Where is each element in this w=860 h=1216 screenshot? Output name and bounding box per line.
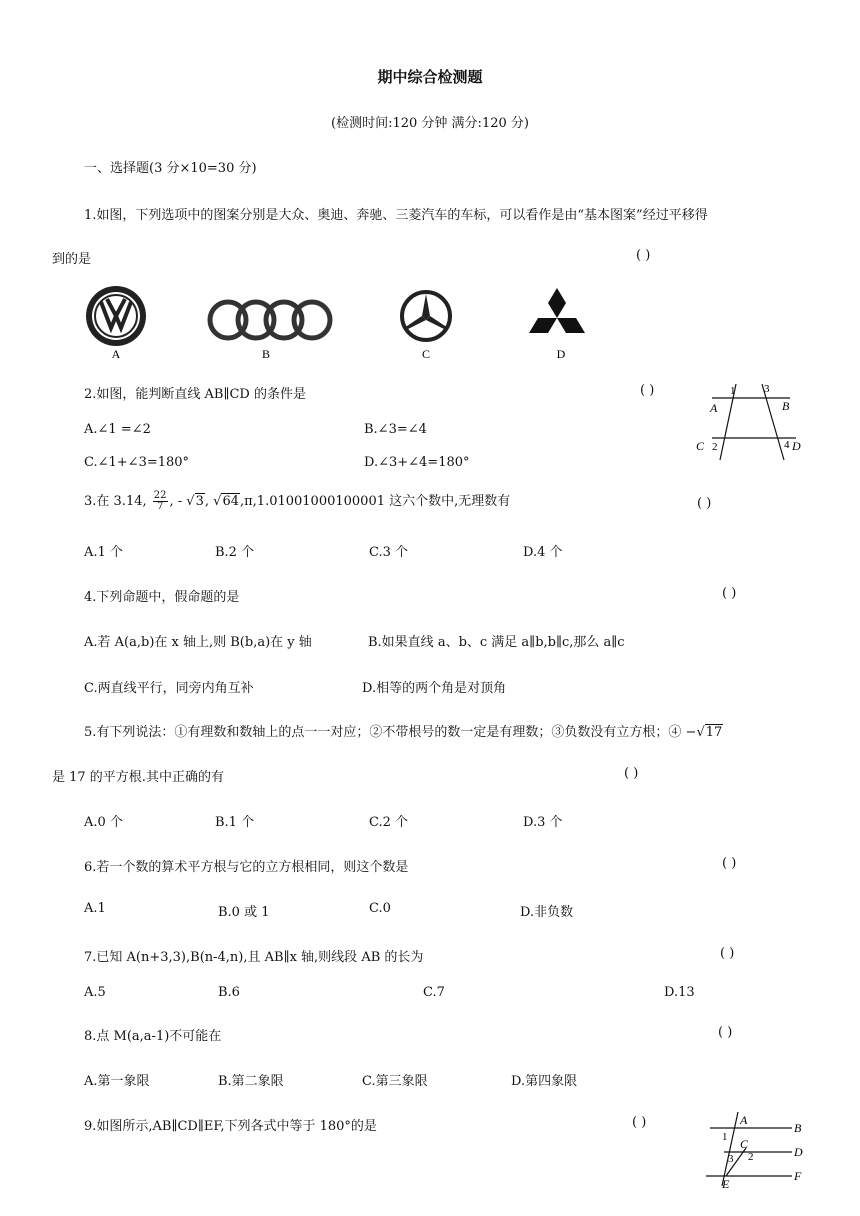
q5-option-b: B.1 个 (215, 815, 255, 830)
point-label: A (740, 1113, 748, 1127)
angle-label: 3 (764, 383, 770, 395)
q5-stem-text: 5.有下列说法：①有理数和数轴上的点一一对应；②不带根号的数一定是有理数；③负数没有立方根；④ − (84, 725, 697, 740)
angle-label: 2 (748, 1151, 754, 1163)
q2-stem: 2.如图，能判断直线 AB∥CD 的条件是 (84, 387, 306, 402)
q3-stem: 3.在 3.14, $\frac{22}{7}$ , - √3, √64,π,1.01001000100001 这六个数中,无理数有 (84, 490, 511, 512)
q3-stem-prefix: 3.在 3.14, (84, 494, 147, 509)
q4-option-a: A.若 A(a,b)在 x 轴上,则 B(b,a)在 y 轴 (84, 635, 312, 650)
answer-paren: ( ) (718, 1025, 733, 1040)
sqrt-radicand: 17 (705, 725, 723, 740)
option-label-d: D (556, 347, 566, 361)
q4-stem: 4.下列命题中，假命题的是 (84, 590, 240, 605)
volkswagen-logo-icon (86, 286, 146, 346)
point-label: C (740, 1137, 749, 1151)
q2-option-d: D.∠3+∠4=180° (364, 455, 470, 470)
q6-option-a: A.1 (84, 901, 106, 916)
q4-option-d: D.相等的两个角是对顶角 (362, 681, 507, 696)
q5-option-a: A.0 个 (84, 815, 123, 830)
option-label-b: B (261, 347, 271, 361)
q5-option-d: D.3 个 (523, 815, 563, 830)
q8-option-d: D.第四象限 (511, 1074, 578, 1089)
q6-option-c: C.0 (369, 901, 391, 916)
answer-paren: ( ) (632, 1115, 647, 1130)
q7-option-a: A.5 (84, 985, 106, 1000)
q7-option-c: C.7 (423, 985, 445, 1000)
q5-stem-line2: 是 17 的平方根.其中正确的有 (52, 770, 224, 785)
q2-option-a: A.∠1 =∠2 (84, 422, 151, 437)
answer-paren: ( ) (722, 856, 737, 871)
audi-logo-icon (210, 302, 330, 338)
q2-option-b: B.∠3=∠4 (364, 422, 427, 437)
point-label: F (794, 1169, 802, 1183)
point-label: B (782, 399, 790, 413)
q1-stem-line1: 1.如图，下列选项中的图案分别是大众、奥迪、奔驰、三菱汽车的车标，可以看作是由“基本图案”经过平移得 (84, 208, 708, 223)
q6-stem: 6.若一个数的算术平方根与它的立方根相同，则这个数是 (84, 860, 409, 875)
q2-figure (690, 378, 810, 464)
q3-option-a: A.1 个 (84, 545, 123, 560)
q8-option-a: A.第一象限 (84, 1074, 150, 1089)
point-label: D (792, 439, 801, 453)
q7-option-b: B.6 (218, 985, 240, 1000)
angle-label: 1 (722, 1131, 728, 1143)
q4-option-b: B.如果直线 a、b、c 满足 a∥b,b∥c,那么 a∥c (368, 635, 625, 650)
point-label: E (722, 1177, 730, 1190)
q9-figure (700, 1108, 810, 1190)
q4-option-c: C.两直线平行，同旁内角互补 (84, 681, 254, 696)
q8-stem: 8.点 M(a,a-1)不可能在 (84, 1029, 222, 1044)
q5-option-c: C.2 个 (369, 815, 409, 830)
q3-text: , (204, 494, 210, 509)
angle-label: 3 (728, 1153, 734, 1165)
q1-figure (60, 282, 620, 362)
answer-paren: ( ) (640, 383, 655, 398)
q7-option-d: D.13 (664, 985, 695, 1000)
section-heading: 一、选择题(3 分×10=30 分) (84, 161, 257, 176)
point-label: A (710, 401, 718, 415)
fraction-22-7 (153, 491, 168, 512)
option-label-c: C (421, 347, 431, 361)
option-label-a: A (111, 347, 121, 361)
q3-option-b: B.2 个 (215, 545, 255, 560)
q6-option-d: D.非负数 (520, 905, 574, 920)
q3-stem-suffix: ,π,1.01001000100001 这六个数中,无理数有 (239, 494, 511, 509)
answer-paren: ( ) (722, 586, 737, 601)
q3-text: , - (169, 494, 183, 509)
q6-option-b: B.0 或 1 (218, 905, 270, 920)
answer-paren: ( ) (720, 946, 735, 961)
q3-option-c: C.3 个 (369, 545, 409, 560)
answer-paren: ( ) (636, 248, 651, 263)
page-title: 期中综合检测题 (377, 68, 483, 86)
q9-stem: 9.如图所示,AB∥CD∥EF,下列各式中等于 180°的是 (84, 1119, 377, 1134)
point-label: D (794, 1145, 803, 1159)
q5-stem-line1: 5.有下列说法：①有理数和数轴上的点一一对应；②不带根号的数一定是有理数；③负数没有立方根；④ −√17 (84, 725, 723, 740)
q8-option-b: B.第二象限 (218, 1074, 284, 1089)
q3-option-d: D.4 个 (523, 545, 563, 560)
exam-info: (检测时间:120 分钟 满分:120 分) (331, 116, 529, 131)
q8-option-c: C.第三象限 (362, 1074, 428, 1089)
answer-paren: ( ) (697, 496, 712, 511)
q2-option-c: C.∠1+∠3=180° (84, 455, 190, 470)
sqrt-radicand: 64 (222, 494, 239, 509)
q1-stem-line2: 到的是 (52, 252, 92, 267)
fraction-denominator: 7 (156, 501, 164, 512)
point-label: C (696, 439, 705, 453)
angle-label: 4 (784, 439, 790, 451)
answer-paren: ( ) (624, 766, 639, 781)
sqrt-radicand: 3 (195, 494, 204, 509)
mitsubishi-logo-icon (529, 288, 585, 333)
q7-stem: 7.已知 A(n+3,3),B(n-4,n),且 AB∥x 轴,则线段 AB 的长为 (84, 950, 424, 965)
point-label: B (794, 1121, 802, 1135)
angle-label: 1 (730, 385, 736, 397)
mercedes-logo-icon (402, 292, 450, 340)
fraction-numerator: 22 (153, 490, 167, 501)
angle-label: 2 (712, 441, 718, 453)
